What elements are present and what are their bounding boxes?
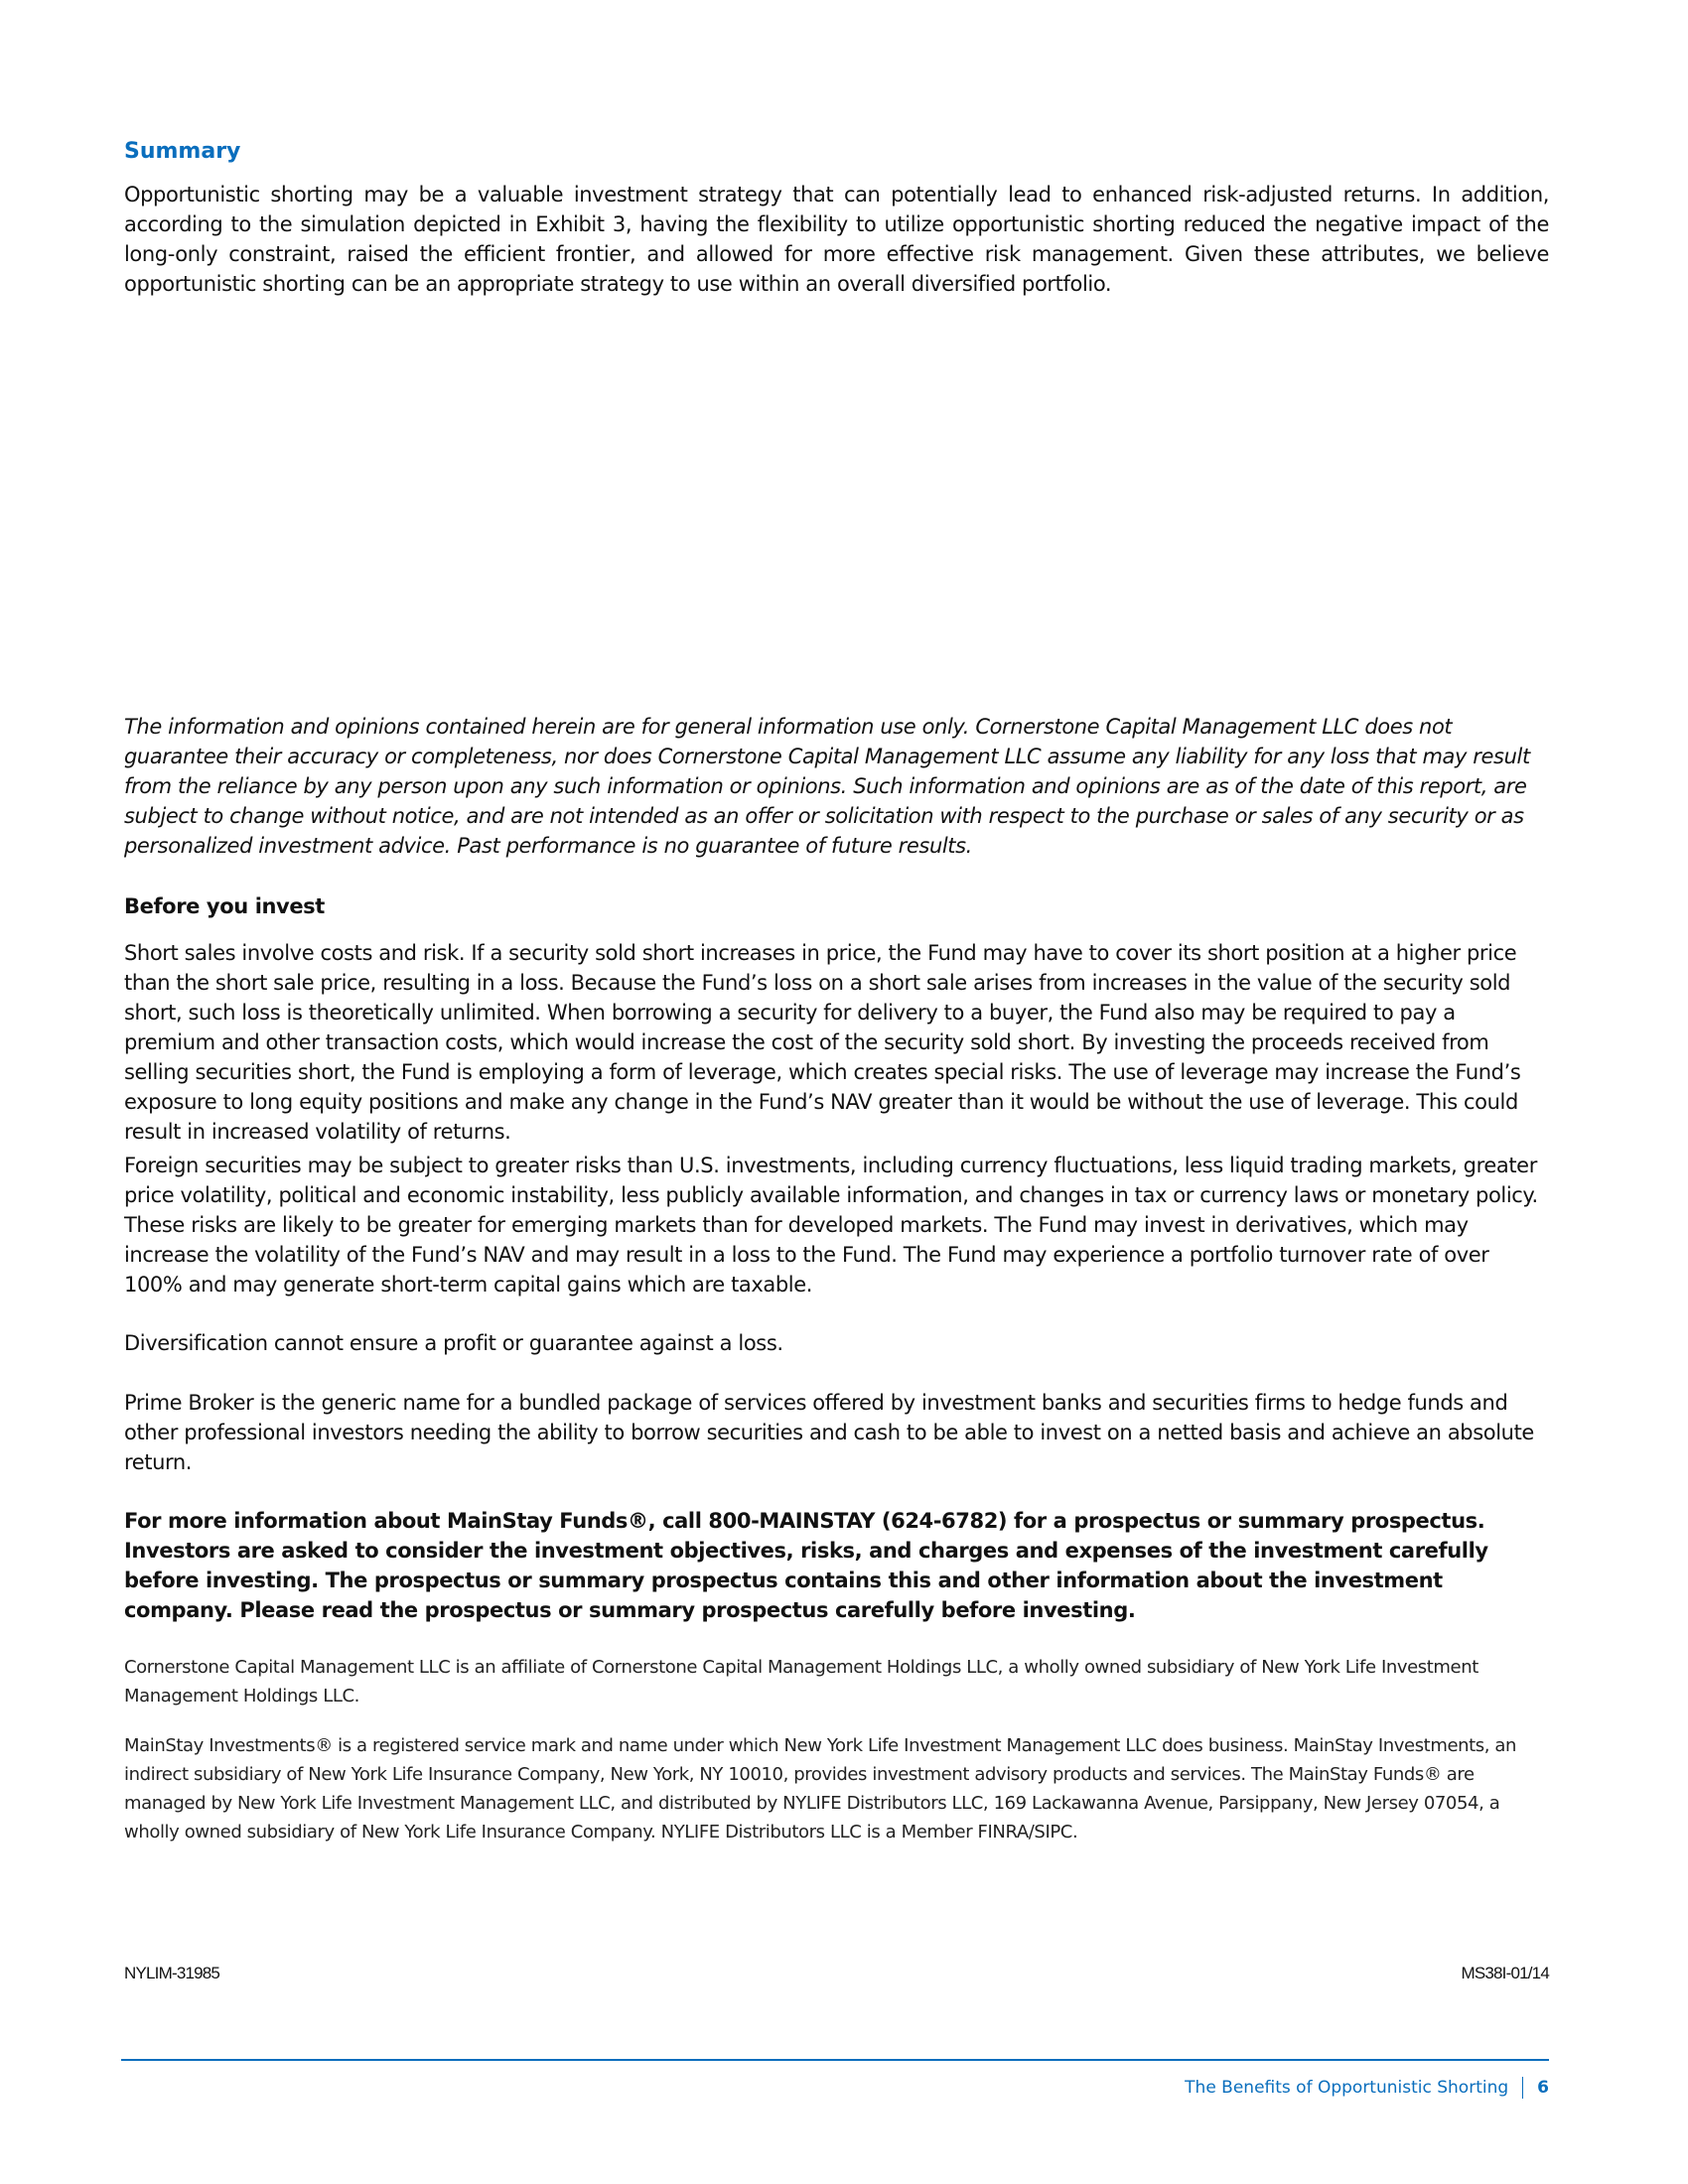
- short-sales-paragraph: Short sales involve costs and risk. If a security sold short increases in price, the Fund may have to cover its short position at a higher price than the short sale price, resulting in a loss. Because the Fund’s loss on a short sale arises from increases in the value of the security sold short, such loss is theoretically unlimited. When borrowing a security for delivery to a buyer, the Fund also may be required to pay a premium and other transaction costs, which would increase the cost of the security sold short. By investing the proceeds received from selling securities short, the Fund is employing a form of leverage, which creates special risks. The use of leverage may increase the Fund’s exposure to long equity positions and make any change in the Fund’s NAV greater than it would be without the use of leverage. This could result in increased volatility of returns.: [124, 941, 1521, 1144]
- summary-heading: Summary: [124, 139, 241, 164]
- diversification-paragraph: Diversification cannot ensure a profit or guarantee against a loss.: [124, 1331, 783, 1355]
- footer-separator: [1522, 2077, 1523, 2099]
- prime-broker-paragraph: Prime Broker is the generic name for a bundled package of services offered by investment banks and securities firms to hedge funds and other professional investors needing the ability to borrow securities and cash to be able to invest on a netted basis and achieve an absolute return.: [124, 1391, 1534, 1474]
- foreign-securities-paragraph: Foreign securities may be subject to greater risks than U.S. investments, including currency fluctuations, less liquid trading markets, greater price volatility, political and economic instability, less publicly available information, and changes in tax or currency laws or monetary policy. These risks are likely to be greater for emerging markets than for developed markets. The Fund may invest in derivatives, which may increase the volatility of the Fund’s NAV and may result in a loss to the Fund. The Fund may experience a portfolio turnover rate of over 100% and may generate short-term capital gains which are taxable.: [124, 1154, 1538, 1297]
- prospectus-notice: For more information about MainStay Funds®, call 800-MAINSTAY (624-6782) for a prospectus or summary prospectus. Investors are asked to consider the investment objectives, risks, and charges and expenses of the investment carefully before investing. The prospectus or summary prospectus contains this and other information about the investment company. Please read the prospectus or summary prospectus carefully before investing.: [124, 1509, 1488, 1622]
- footer-divider: [121, 2059, 1549, 2061]
- before-invest-heading: Before you invest: [124, 894, 325, 918]
- affiliate-note: Cornerstone Capital Management LLC is an affiliate of Cornerstone Capital Management Holdings LLC, a wholly owned subsidiary of New York Life Investment Management Holdings LLC.: [124, 1657, 1478, 1706]
- page-number: 6: [1537, 2078, 1549, 2098]
- disclaimer-paragraph: The information and opinions contained herein are for general information use only. Cornerstone Capital Management LLC does not guarantee their accuracy or completeness, nor does Cornerstone Capital Management LLC assume any liability for any loss that may result from the reliance by any person upon any such information or opinions. Such information and opinions are as of the date of this report, are subject to change without notice, and are not intended as an offer or solicitation with respect to the purchase or sales of any security or as personalized investment advice. Past performance is no guarantee of future results.: [124, 715, 1530, 858]
- document-code-right: MS38I-01/14: [1461, 1964, 1549, 1982]
- document-code-left: NYLIM-31985: [124, 1964, 220, 1982]
- page-footer: [1185, 2077, 1549, 2099]
- mainstay-note: MainStay Investments® is a registered service mark and name under which New York Life Investment Management LLC does business. MainStay Investments, an indirect subsidiary of New York Life Insurance Company, New York, NY 10010, provides investment advisory products and services. The MainStay Funds® are managed by New York Life Investment Management LLC, and distributed by NYLIFE Distributors LLC, 169 Lackawanna Avenue, Parsippany, New Jersey 07054, a wholly owned subsidiary of New York Life Insurance Company. NYLIFE Distributors LLC is a Member FINRA/SIPC.: [124, 1735, 1517, 1843]
- footer-title: The Benefits of Opportunistic Shorting: [1185, 2078, 1509, 2098]
- summary-paragraph: Opportunistic shorting may be a valuable investment strategy that can potentially lead to enhanced risk-adjusted returns. In addition, according to the simulation depicted in Exhibit 3, having the flexibility to utilize opportunistic shorting reduced the negative impact of the long-only constraint, raised the efficient frontier, and allowed for more effective risk management. Given these attributes, we believe opportunistic shorting can be an appropriate strategy to use within an overall diversified portfolio.: [124, 183, 1549, 296]
